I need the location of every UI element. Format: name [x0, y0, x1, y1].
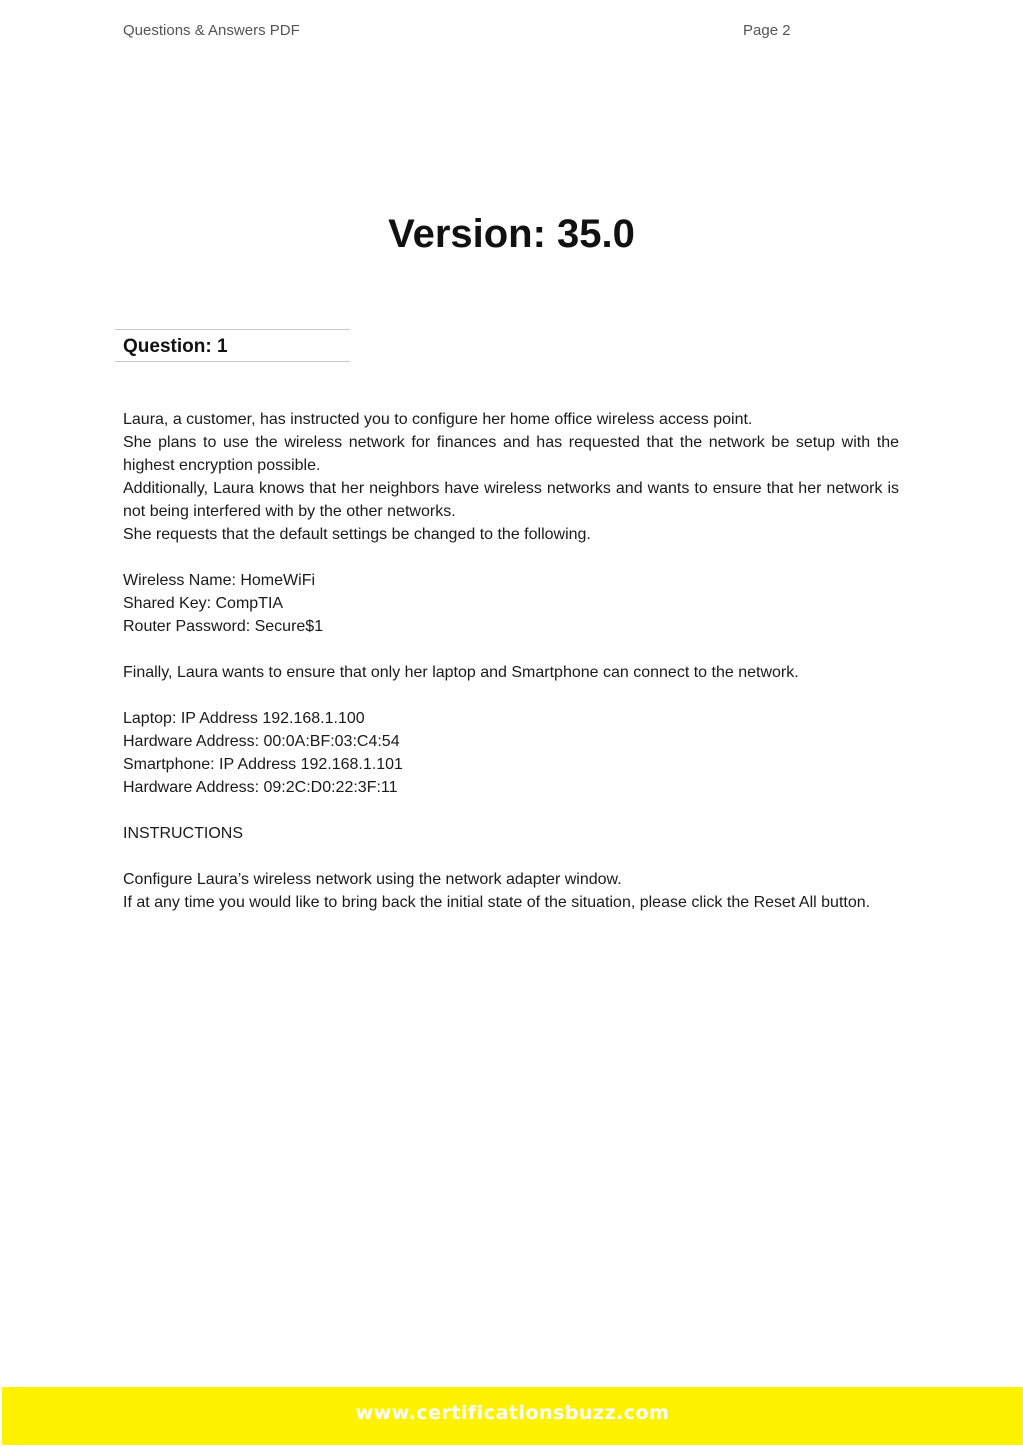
- body-paragraph: INSTRUCTIONS: [123, 825, 243, 842]
- header-title: Questions & Answers PDF: [123, 22, 300, 39]
- body-paragraph: Hardware Address: 09:2C:D0:22:3F:11: [123, 779, 398, 796]
- body-paragraph: Laura, a customer, has instructed you to configure her home office wireless access point.: [123, 411, 753, 428]
- body-paragraph: Smartphone: IP Address 192.168.1.101: [123, 756, 403, 773]
- version-heading: Version: 35.0: [388, 212, 635, 256]
- body-paragraph: Router Password: Secure$1: [123, 618, 324, 635]
- page-number: Page 2: [743, 22, 791, 39]
- question-title: Question: 1: [123, 336, 228, 357]
- body-paragraph: Finally, Laura wants to ensure that only her laptop and Smartphone can connect to the network.: [123, 664, 799, 681]
- body-paragraph: She requests that the default settings be changed to the following.: [123, 526, 591, 543]
- footer-banner: [2, 1387, 1023, 1445]
- question-body: [123, 408, 899, 914]
- paragraph-gap: [123, 684, 899, 707]
- body-paragraph: If at any time you would like to bring back the initial state of the situation, please click the Reset All button.: [123, 894, 871, 911]
- paragraph-gap: [123, 845, 899, 868]
- body-paragraph: She plans to use the wireless network for finances and has requested that the network be setup with the highest encryption possible.: [123, 434, 899, 474]
- footer-url[interactable]: www.certificationsbuzz.com: [355, 1402, 670, 1424]
- body-paragraph: Additionally, Laura knows that her neighbors have wireless networks and wants to ensure that her network is not being interfered with by the other networks.: [123, 480, 899, 520]
- body-paragraph: Hardware Address: 00:0A:BF:03:C4:54: [123, 733, 400, 750]
- body-paragraph: Laptop: IP Address 192.168.1.100: [123, 710, 365, 727]
- paragraph-gap: [123, 546, 899, 569]
- body-paragraph: Configure Laura’s wireless network using the network adapter window.: [123, 871, 622, 888]
- question-heading-box: [115, 329, 350, 362]
- body-paragraph: Shared Key: CompTIA: [123, 595, 284, 612]
- paragraph-gap: [123, 638, 899, 661]
- body-paragraph: Wireless Name: HomeWiFi: [123, 572, 316, 589]
- paragraph-gap: [123, 799, 899, 822]
